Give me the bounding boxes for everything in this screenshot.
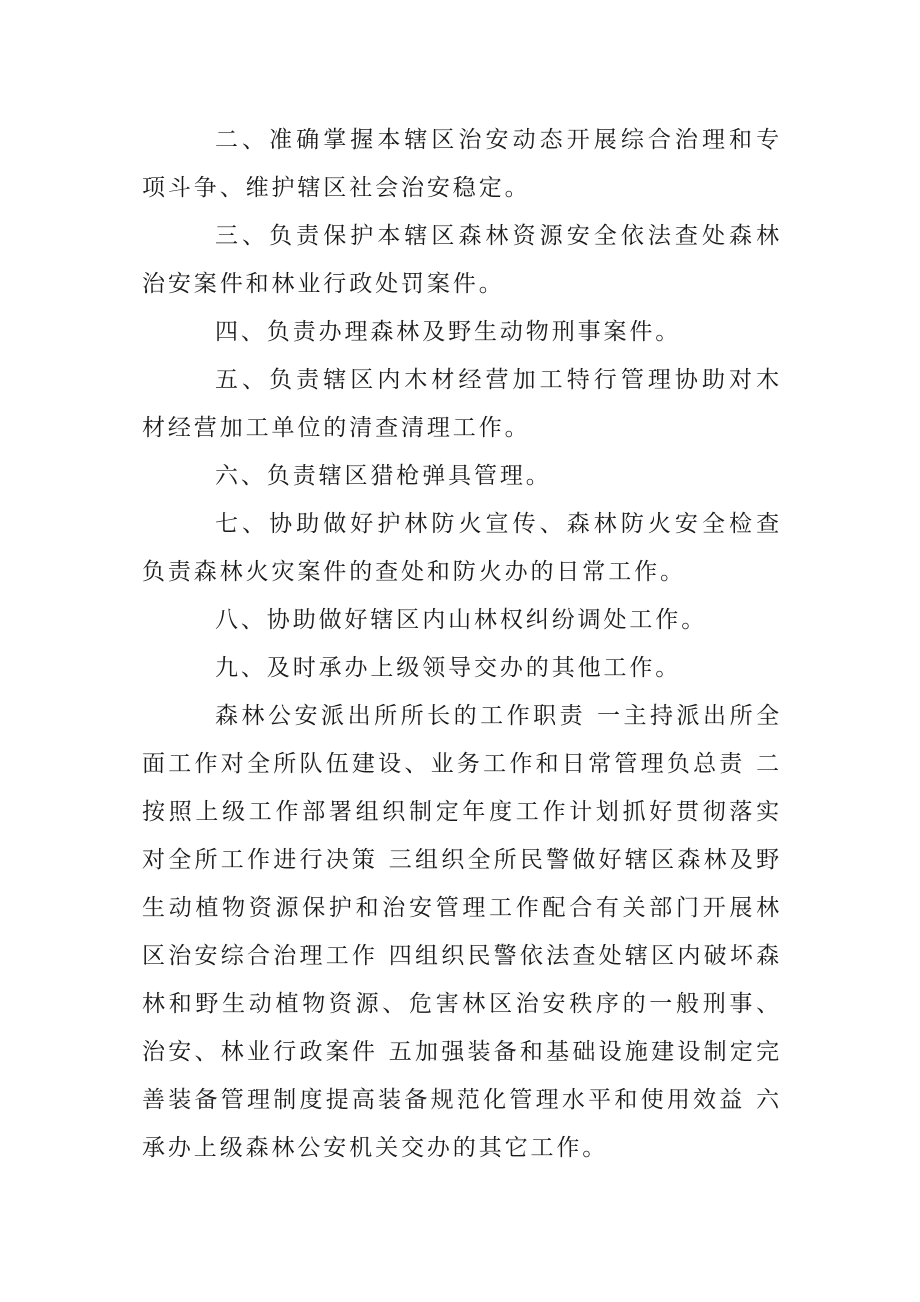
document-body	[142, 116, 782, 1172]
paragraph-duty-5: 五、负责辖区内木材经营加工特行管理协助对木材经营加工单位的清查清理工作。	[142, 367, 782, 441]
paragraph-duty-9: 九、及时承办上级领导交办的其他工作。	[215, 655, 682, 681]
paragraph-director-duties: 森林公安派出所所长的工作职责 一主持派出所全面工作对全所队伍建设、业务工作和日常管理负总责 二按照上级工作部署组织制定年度工作计划抓好贯彻落实对全所工作进行决策 三组织全所民警做好辖区森林及野生动植物资源保护和治安管理工作配合有关部门开展林区治安综合治理工作 四组织民警依法查处辖区内破坏森林和野生动植物资源、危害林区治安秩序的一般刑事、治安、林业行政案件 五加强装备和基础设施建设制定完善装备管理制度提高装备规范化管理水平和使用效益 六承办上级森林公安机关交办的其它工作。	[142, 703, 782, 1161]
paragraph-duty-3: 三、负责保护本辖区森林资源安全依法查处森林治安案件和林业行政处罚案件。	[142, 223, 782, 297]
paragraph-duty-2: 二、准确掌握本辖区治安动态开展综合治理和专项斗争、维护辖区社会治安稳定。	[142, 127, 782, 201]
paragraph-duty-7: 七、协助做好护林防火宣传、森林防火安全检查负责森林火灾案件的查处和防火办的日常工作。	[142, 511, 782, 585]
paragraph-duty-6: 六、负责辖区猎枪弹具管理。	[215, 463, 552, 489]
paragraph-duty-8: 八、协助做好辖区内山林权纠纷调处工作。	[215, 607, 708, 633]
paragraph-duty-4: 四、负责办理森林及野生动物刑事案件。	[215, 319, 682, 345]
